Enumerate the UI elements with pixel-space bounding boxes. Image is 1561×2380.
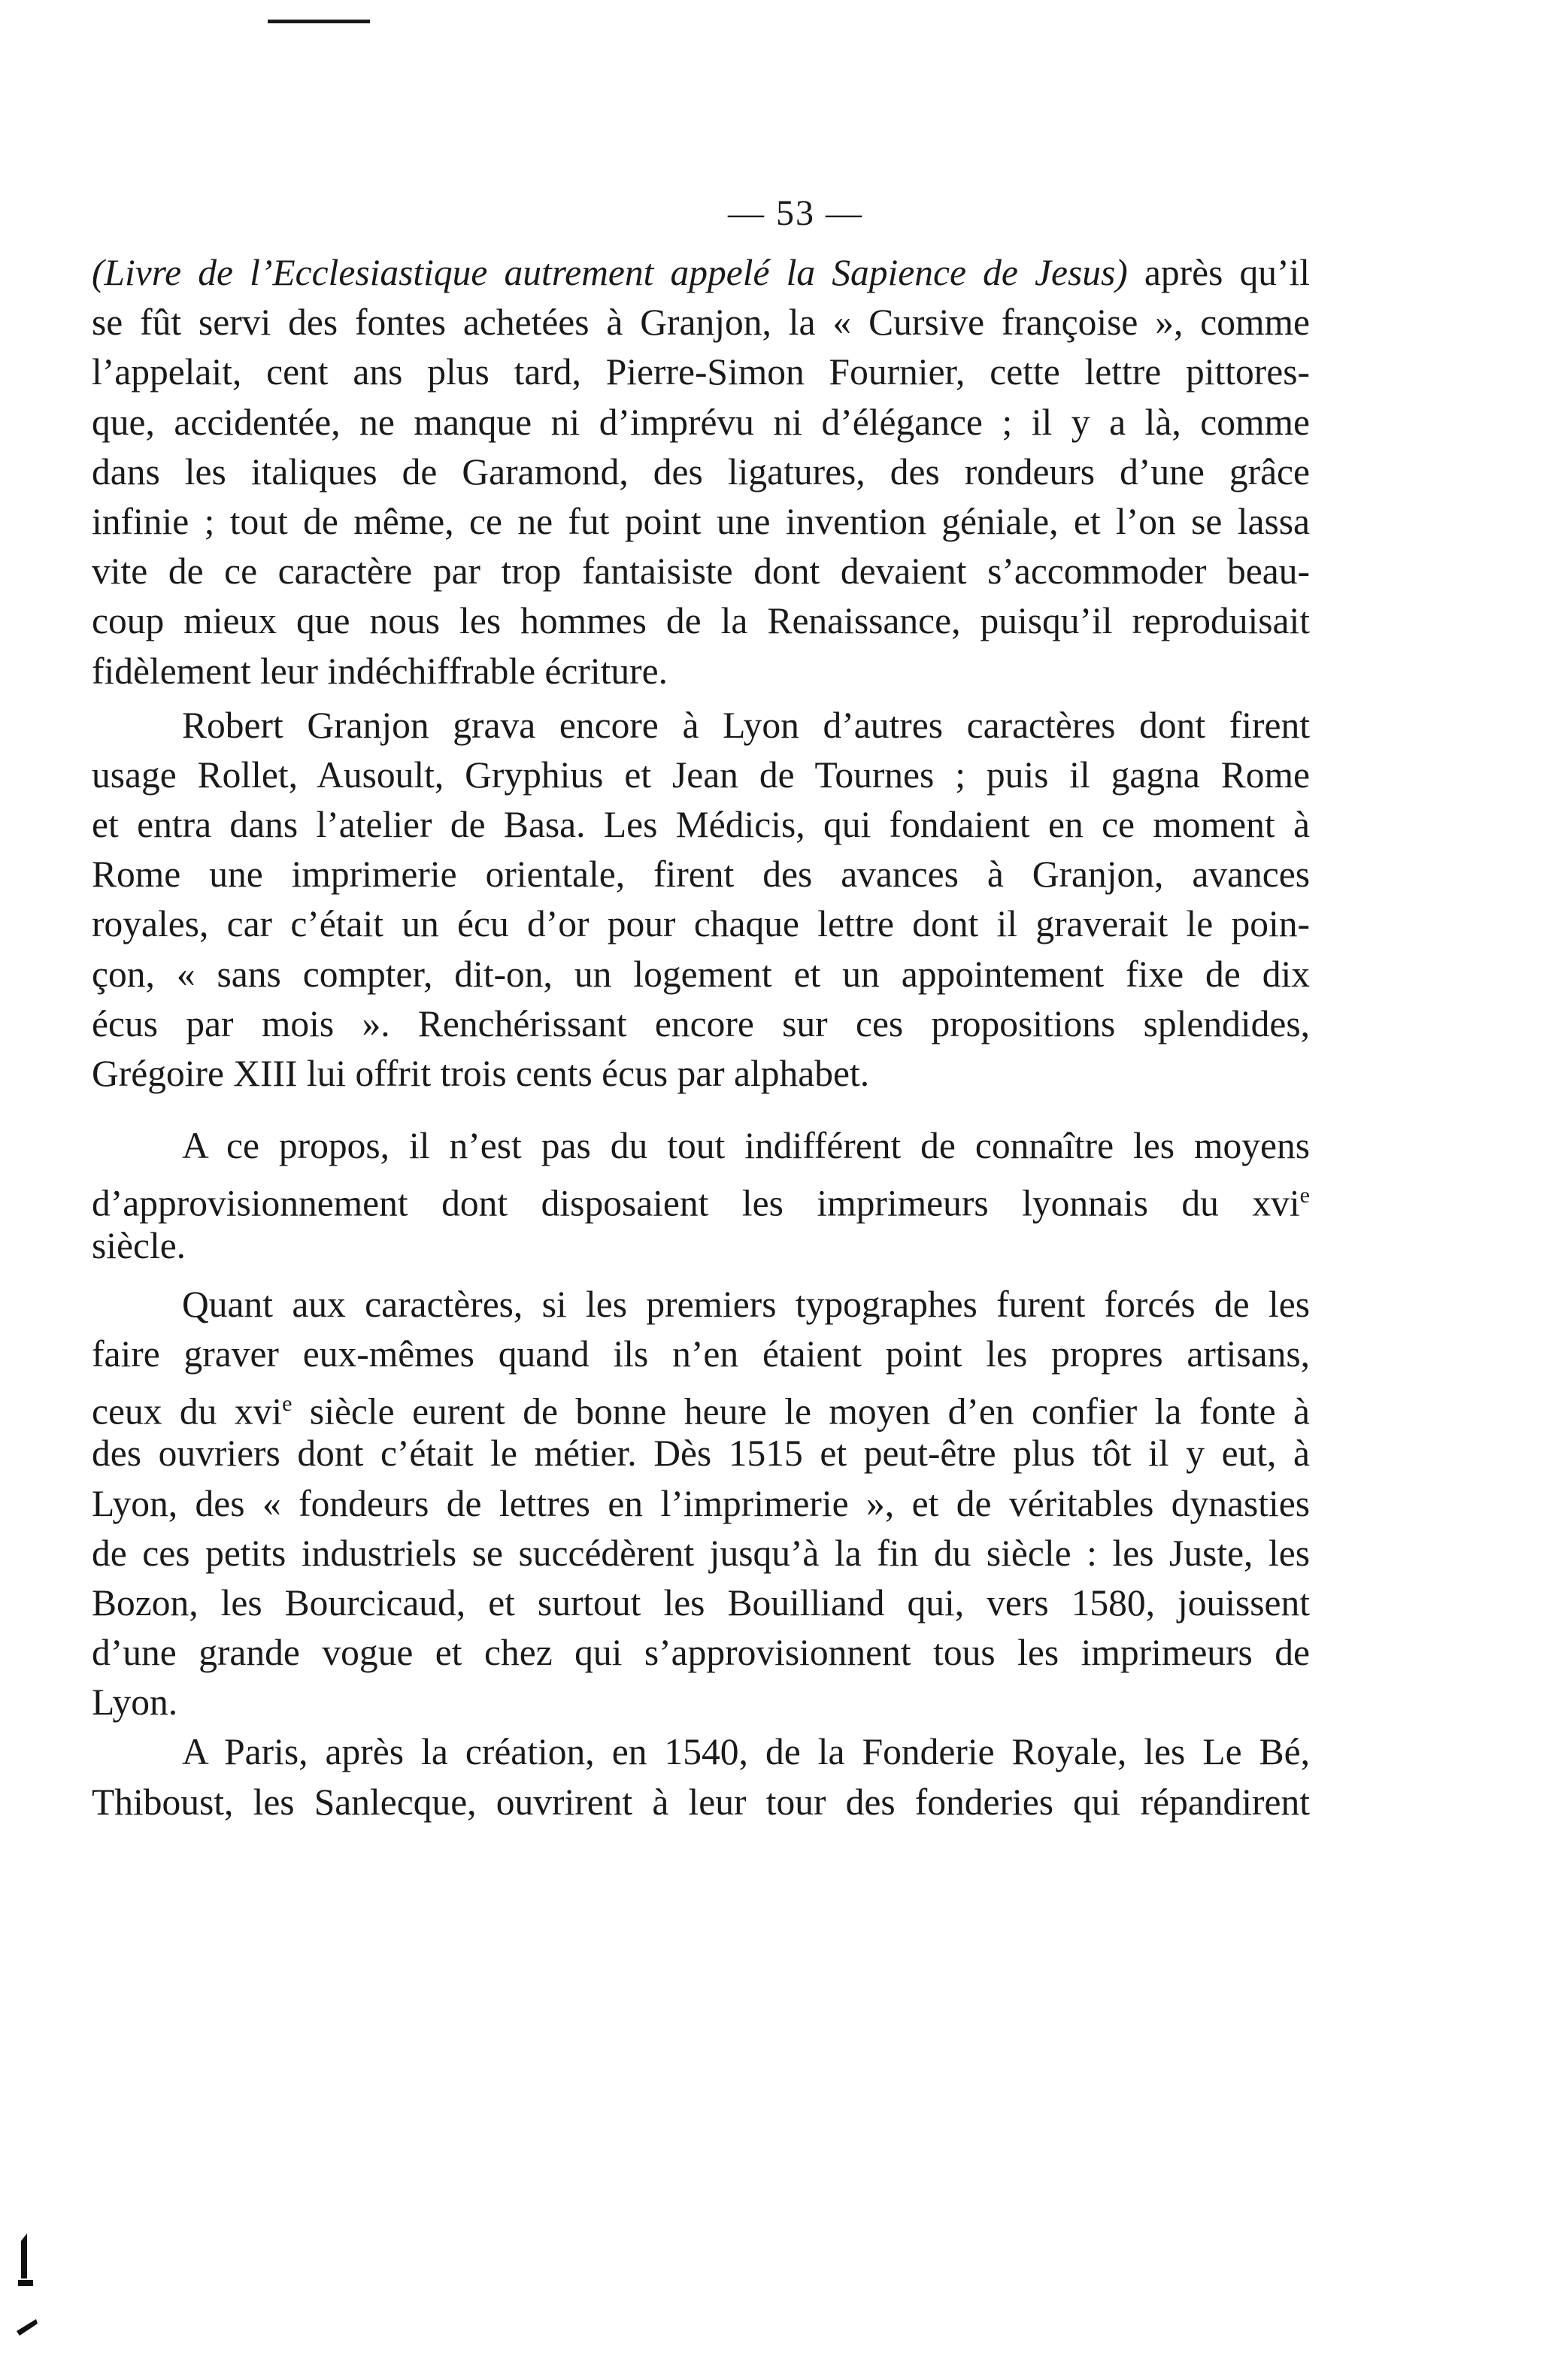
text-line: usage Rollet, Ausoult, Gryphius et Jean de Tournes ; puis il gagna Rome	[92, 753, 1310, 796]
text-line: siècle.	[92, 1224, 186, 1266]
text-line: Bozon, les Bourcicaud, et surtout les Bouilliand qui, vers 1580, jouissent	[92, 1581, 1310, 1624]
margin-scan-mark-icon	[11, 2226, 41, 2339]
text-line: çon, « sans compter, dit-on, un logement et un appointement fixe de dix	[92, 953, 1310, 995]
text-line: infinie ; tout de même, ce ne fut point une invention géniale, et l’on se lassa	[92, 500, 1310, 542]
text-line	[92, 248, 1310, 298]
text-line: Rome une imprimerie orientale, firent des avances à Granjon, avances	[92, 853, 1310, 896]
superscript: e	[1299, 1183, 1310, 1208]
text-line: coup mieux que nous les hommes de la Renaissance, puisqu’il reproduisait	[92, 600, 1310, 642]
paragraph-5	[92, 1727, 1310, 1827]
text-line: faire graver eux-mêmes quand ils n’en étaient point les propres artisans,	[92, 1332, 1310, 1375]
text-line	[92, 1171, 1310, 1224]
body-text	[92, 248, 1310, 1827]
paragraph-3	[92, 1121, 1310, 1271]
text-run: siècle eurent de bonne heure le moyen d’en confier la fonte à	[292, 1390, 1311, 1433]
superscript: e	[282, 1391, 292, 1417]
text-line: que, accidentée, ne manque ni d’imprévu ni d’élégance ; il y a là, comme	[92, 401, 1310, 443]
text-line: A ce propos, il n’est pas du tout indifférent de connaître les moyens	[182, 1125, 1310, 1167]
text-line: écus par mois ». Renchérissant encore sur ces propositions splendides,	[92, 1002, 1310, 1044]
text-line: Robert Granjon grava encore à Lyon d’autres caractères dont firent	[182, 704, 1310, 746]
text-line: Quant aux caractères, si les premiers typographes furent forcés de les	[182, 1283, 1310, 1325]
text-line: Thiboust, les Sanlecque, ouvrirent à leur tour des fonderies qui répandirent	[92, 1781, 1310, 1823]
text-run: d’approvisionnement dont disposaient les imprimeurs lyonnais du xvi	[92, 1182, 1300, 1224]
text-line: A Paris, après la création, en 1540, de la Fonderie Royale, les Le Bé,	[182, 1731, 1310, 1773]
text-line: Grégoire XIII lui offrit trois cents écus par alphabet.	[92, 1053, 870, 1094]
text-line: dans les italiques de Garamond, des ligatures, des rondeurs d’une grâce	[92, 450, 1310, 493]
text-line	[92, 1379, 1311, 1433]
text-line: Lyon.	[92, 1681, 178, 1724]
text-line: de ces petits industriels se succédèrent jusqu’à la fin du siècle : les Juste, les	[92, 1532, 1310, 1574]
paragraph-1	[92, 248, 1310, 696]
text-line: d’une grande vogue et chez qui s’approvisionnent tous les imprimeurs de	[92, 1632, 1310, 1674]
text-line: se fût servi des fontes achetées à Granjon, la « Cursive françoise », comme	[92, 302, 1310, 344]
page-number: — 53 —	[728, 193, 863, 233]
text-line: des ouvriers dont c’était le métier. Dès 1515 et peut-être plus tôt il y eut, à	[92, 1433, 1310, 1475]
paragraph-4	[92, 1280, 1310, 1728]
italic-title: (Livre de l’Ecclesiastique autrement appelé la Sapience de Jesus)	[92, 252, 1128, 293]
text-line: Lyon, des « fondeurs de lettres en l’imprimerie », et de véritables dynasties	[92, 1482, 1310, 1524]
text-line: vite de ce caractère par trop fantaisiste dont devaient s’accommoder beau-	[92, 550, 1310, 593]
text-line: royales, car c’était un écu d’or pour chaque lettre dont il graverait le poin-	[92, 903, 1310, 945]
text-line: et entra dans l’atelier de Basa. Les Médicis, qui fondaient en ce moment à	[92, 804, 1310, 846]
top-rule	[268, 20, 370, 23]
paragraph-2	[92, 701, 1310, 1099]
text-line: l’appelait, cent ans plus tard, Pierre-Simon Fournier, cette lettre pittores-	[92, 351, 1310, 393]
text-run: ceux du xvi	[92, 1390, 283, 1433]
text-run: après qu’il	[1127, 252, 1310, 293]
text-line: fidèlement leur indéchiffrable écriture.	[92, 650, 668, 692]
